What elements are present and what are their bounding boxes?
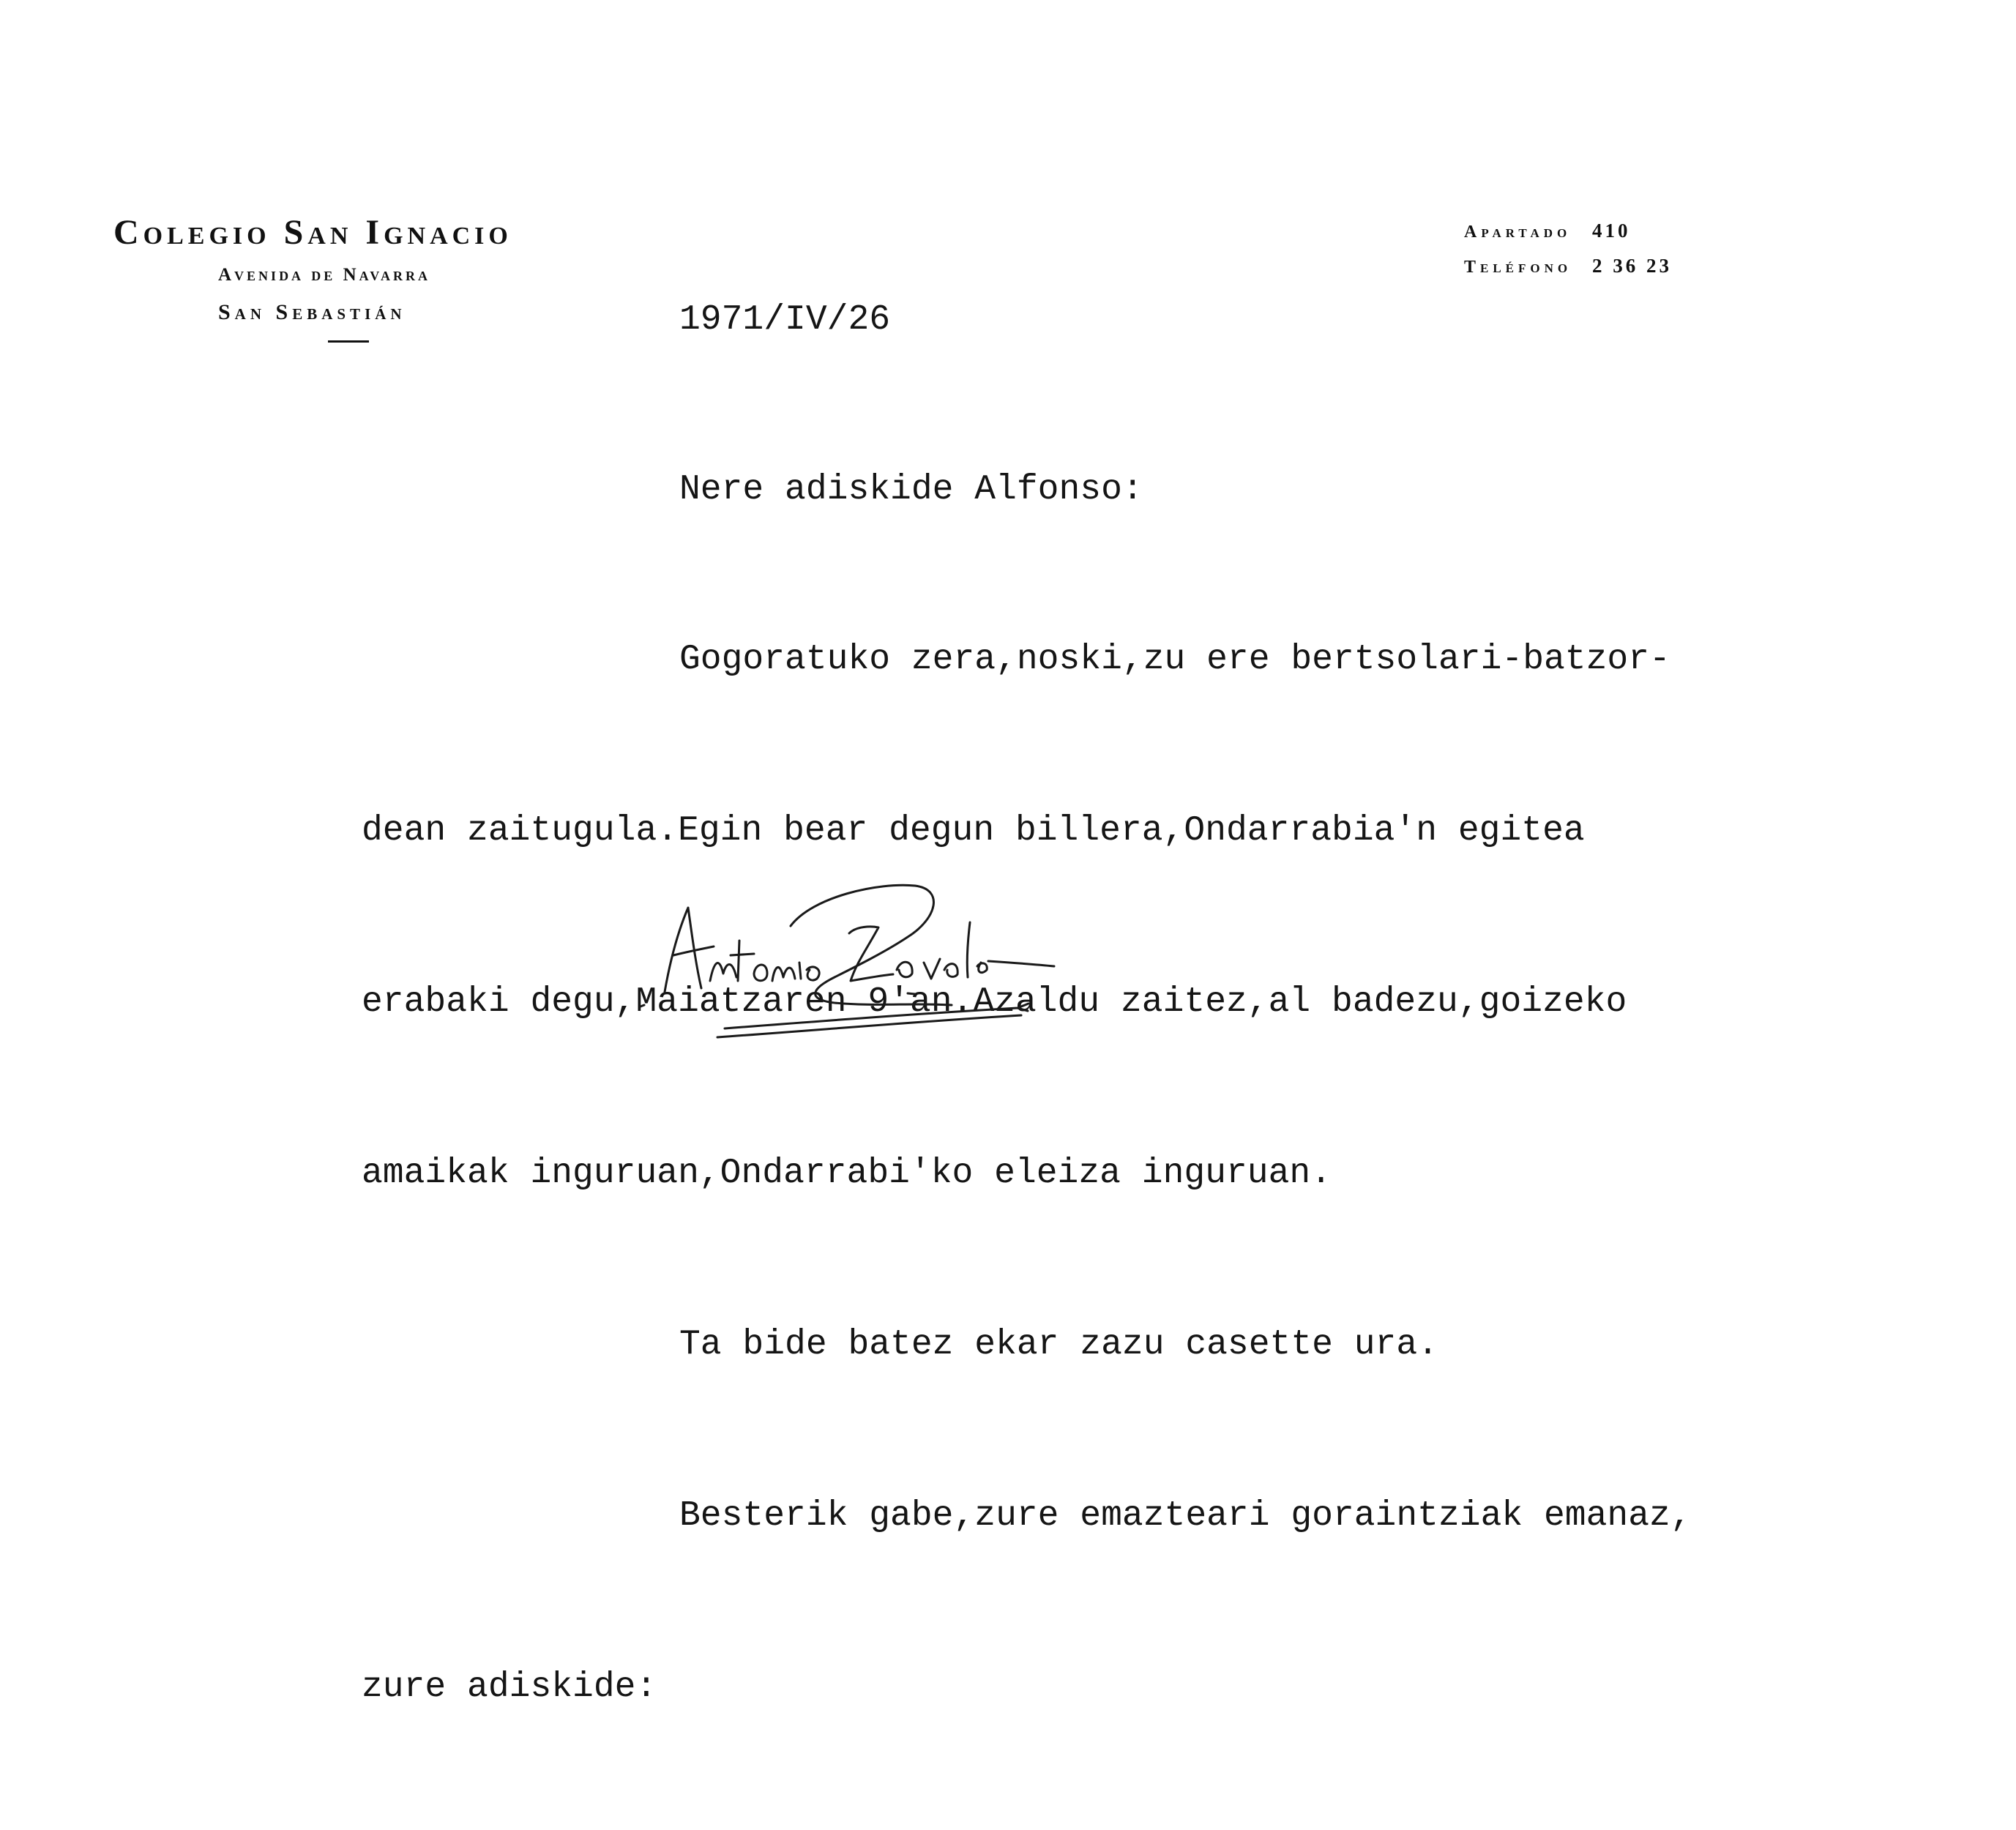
apartado-value: 410 <box>1592 220 1631 242</box>
letterhead-city: San Sebastián <box>218 300 406 324</box>
telefono-row <box>1464 255 1672 290</box>
letterhead-divider <box>328 340 369 343</box>
letter-body <box>362 517 1692 1830</box>
letterhead-street: Avenida de Navarra <box>218 265 430 285</box>
body-line: Besterik gabe,zure emazteari goraintziak emanaz, <box>679 1496 1692 1536</box>
signature-drawing <box>637 853 1091 1050</box>
closing-line: zure adiskide: <box>362 1667 657 1707</box>
apartado-row <box>1464 220 1672 255</box>
telefono-label: Teléfono <box>1464 258 1572 277</box>
body-line: dean zaitugula.Egin bear degun billera,Ondarrabia'n egitea <box>362 811 1585 851</box>
letterhead-contact <box>1464 220 1672 290</box>
body-line: amaikak inguruan,Ondarrabi'ko eleiza inguruan. <box>362 1154 1332 1193</box>
body-line: erabaki degu,Maiatzaren 9'an.Azaldu zaitez,al badezu,goizeko <box>362 982 1627 1022</box>
letter-salutation: Nere adiskide Alfonso: <box>679 470 1143 509</box>
body-line: Gogoratuko zera,noski,zu ere bertsolari-batzor- <box>679 640 1670 679</box>
apartado-label: Apartado <box>1464 223 1572 242</box>
body-line: Ta bide batez ekar zazu casette ura. <box>679 1325 1438 1364</box>
letterhead-name: Colegio San Ignacio <box>113 213 512 252</box>
handwritten-signature <box>637 853 1091 1050</box>
letter-date: 1971/IV/26 <box>679 300 891 340</box>
telefono-value: 2 36 23 <box>1592 255 1672 277</box>
